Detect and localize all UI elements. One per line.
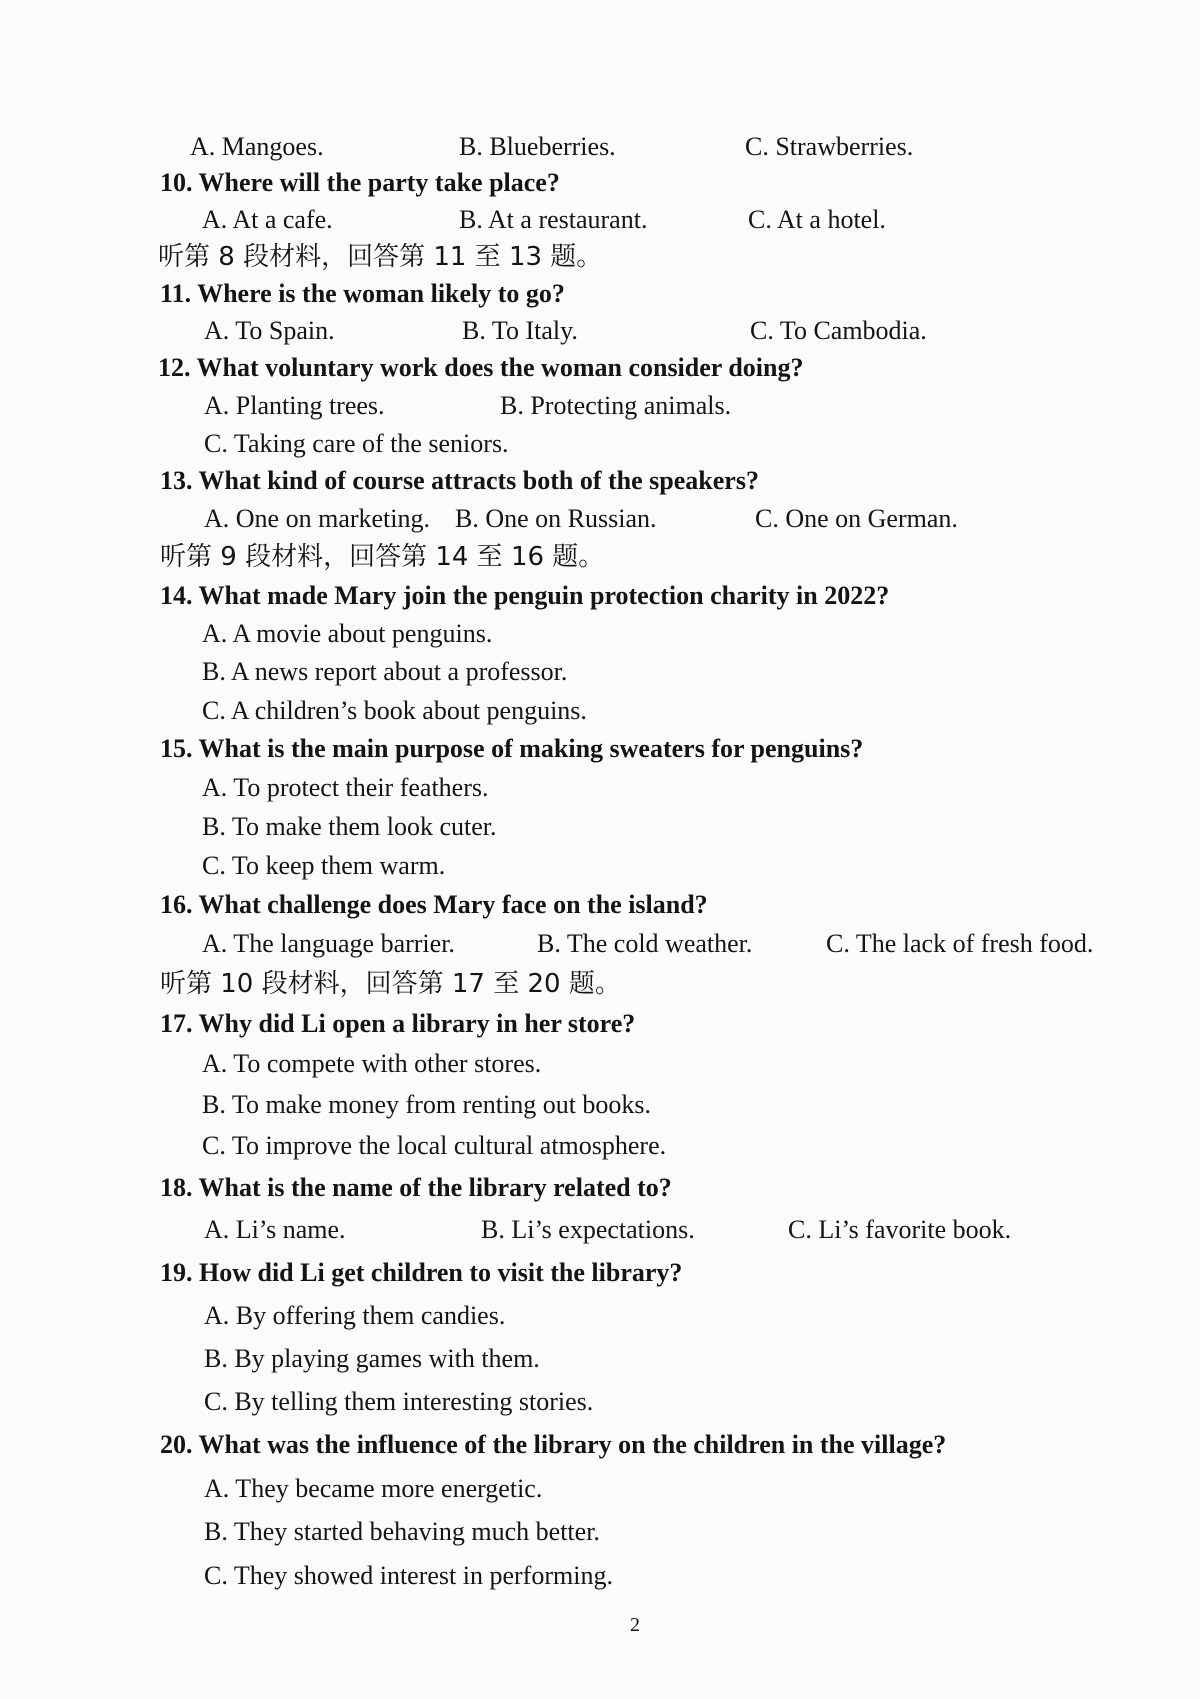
q13-option-a: A. One on marketing. bbox=[204, 504, 431, 533]
section-heading-10: 听第 10 段材料，回答第 17 至 20 题。 bbox=[160, 969, 621, 999]
question-14: 14. What made Mary join the penguin protection charity in 2022? bbox=[160, 581, 890, 610]
question-13: 13. What kind of course attracts both of the speakers? bbox=[160, 466, 759, 495]
q11-option-b: B. To Italy. bbox=[462, 316, 578, 345]
q16-option-a: A. The language barrier. bbox=[202, 929, 455, 958]
question-12: 12. What voluntary work does the woman consider doing? bbox=[158, 353, 804, 382]
q17-option-b: B. To make money from renting out books. bbox=[202, 1090, 652, 1119]
question-11: 11. Where is the woman likely to go? bbox=[160, 279, 565, 308]
q9-option-b: B. Blueberries. bbox=[459, 132, 616, 161]
q9-option-a: A. Mangoes. bbox=[190, 132, 324, 161]
q9-option-c: C. Strawberries. bbox=[745, 132, 914, 161]
q14-option-a: A. A movie about penguins. bbox=[202, 619, 493, 648]
q12-option-b: B. Protecting animals. bbox=[500, 391, 732, 420]
q17-option-c: C. To improve the local cultural atmosphere. bbox=[202, 1131, 667, 1160]
q12-option-a: A. Planting trees. bbox=[204, 391, 385, 420]
q14-option-b: B. A news report about a professor. bbox=[202, 657, 568, 686]
question-18: 18. What is the name of the library related to? bbox=[160, 1173, 672, 1202]
q16-option-b: B. The cold weather. bbox=[537, 929, 753, 958]
q17-option-a: A. To compete with other stores. bbox=[202, 1049, 542, 1078]
q10-option-b: B. At a restaurant. bbox=[459, 205, 648, 234]
q18-option-a: A. Li’s name. bbox=[204, 1215, 346, 1244]
q16-option-c: C. The lack of fresh food. bbox=[826, 929, 1094, 958]
question-19: 19. How did Li get children to visit the library? bbox=[160, 1258, 683, 1287]
question-17: 17. Why did Li open a library in her store? bbox=[160, 1009, 636, 1038]
q11-option-c: C. To Cambodia. bbox=[750, 316, 927, 345]
q15-option-b: B. To make them look cuter. bbox=[202, 812, 497, 841]
q20-option-a: A. They became more energetic. bbox=[204, 1474, 543, 1503]
question-10: 10. Where will the party take place? bbox=[160, 168, 560, 197]
q15-option-c: C. To keep them warm. bbox=[202, 851, 446, 880]
section-heading-8: 听第 8 段材料，回答第 11 至 13 题。 bbox=[158, 242, 603, 272]
q18-option-c: C. Li’s favorite book. bbox=[788, 1215, 1012, 1244]
question-20: 20. What was the influence of the library on the children in the village? bbox=[160, 1430, 947, 1459]
q20-option-b: B. They started behaving much better. bbox=[204, 1517, 600, 1546]
q18-option-b: B. Li’s expectations. bbox=[481, 1215, 695, 1244]
q10-option-a: A. At a cafe. bbox=[202, 205, 333, 234]
q13-option-b: B. One on Russian. bbox=[455, 504, 657, 533]
q19-option-a: A. By offering them candies. bbox=[204, 1301, 506, 1330]
q11-option-a: A. To Spain. bbox=[204, 316, 335, 345]
q19-option-b: B. By playing games with them. bbox=[204, 1344, 540, 1373]
page-number: 2 bbox=[630, 1614, 640, 1636]
q19-option-c: C. By telling them interesting stories. bbox=[204, 1387, 594, 1416]
q15-option-a: A. To protect their feathers. bbox=[202, 773, 489, 802]
q20-option-c: C. They showed interest in performing. bbox=[204, 1561, 613, 1590]
q12-option-c: C. Taking care of the seniors. bbox=[204, 429, 509, 458]
q10-option-c: C. At a hotel. bbox=[748, 205, 886, 234]
q14-option-c: C. A children’s book about penguins. bbox=[202, 696, 587, 725]
question-16: 16. What challenge does Mary face on the island? bbox=[160, 890, 708, 919]
question-15: 15. What is the main purpose of making sweaters for penguins? bbox=[160, 734, 864, 763]
section-heading-9: 听第 9 段材料，回答第 14 至 16 题。 bbox=[160, 542, 605, 572]
q13-option-c: C. One on German. bbox=[755, 504, 958, 533]
